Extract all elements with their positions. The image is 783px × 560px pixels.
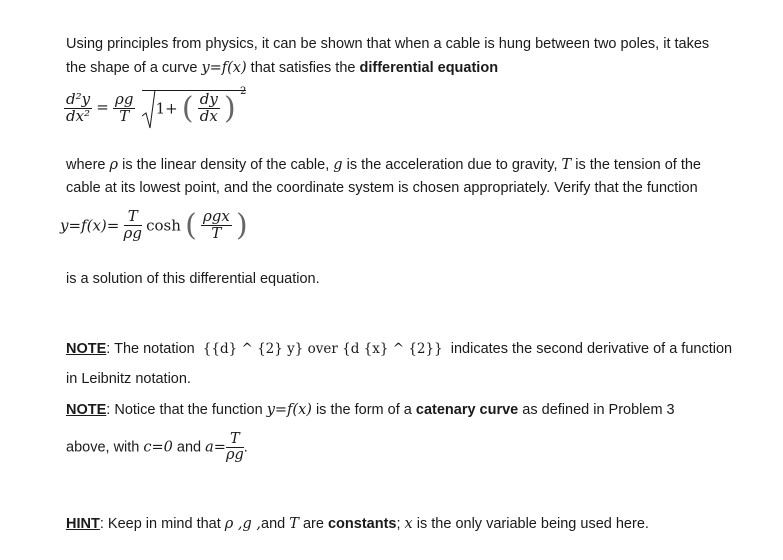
c-equals-zero: c=0 — [143, 439, 173, 456]
intro-line-2-prefix: the shape of a curve — [66, 60, 198, 76]
one-plus: 1+ — [155, 99, 178, 118]
hint-x-symbol: x — [404, 516, 413, 532]
note-2-function: y=f(x) — [266, 402, 312, 418]
note-2-line-2-text: above, with — [66, 439, 140, 456]
rhs-denominator: T — [119, 106, 130, 125]
derivative-denominator: dx — [199, 107, 218, 125]
note-2-period: . — [243, 439, 248, 456]
coefficient-denominator: ρg — [123, 224, 142, 242]
cosh-right-paren: ) — [236, 208, 248, 243]
intro-line-1: Using principles from physics, it can be shown that when a cable is hung between two poles, it takes — [66, 36, 710, 52]
hint-keyword: constants — [327, 516, 397, 532]
note-1-line-2: in Leibnitz notation. — [66, 371, 191, 387]
hint-text-a: Keep in mind that — [107, 516, 221, 532]
coefficient-numerator: T — [124, 209, 142, 226]
note-2-line-2 — [66, 432, 248, 463]
cosh-argument-fraction — [201, 209, 232, 242]
argument-numerator: ρgx — [202, 207, 230, 226]
right-paren: ) — [224, 91, 236, 126]
note-2-label: NOTE — [66, 402, 107, 418]
hint-and: and — [261, 516, 286, 532]
note-1-colon: : — [106, 341, 111, 357]
where-line-2: cable at its lowest point, and the coordinate system is chosen appropriately. Verify that the function — [66, 180, 698, 196]
note-1-text-a: The notation — [114, 341, 195, 357]
note-1-latex: {{d} ^ {2} y} over {d {x} ^ {2}} — [202, 341, 443, 357]
cosh-left-paren: ( — [185, 208, 197, 243]
function-lhs: y=f(x)= — [60, 216, 120, 235]
where-line-1 — [66, 157, 701, 173]
hint-are: are — [302, 516, 324, 532]
hint-text-b: is the only variable being used here. — [416, 516, 649, 532]
g-symbol: g — [333, 157, 343, 173]
a-equals: a= — [205, 439, 226, 456]
hint-label: HINT — [66, 516, 100, 532]
catenary-function — [60, 208, 248, 243]
note-2-text-c: as defined in Problem 3 — [522, 402, 675, 418]
note-2-keyword: catenary curve — [415, 402, 519, 418]
t-symbol: T — [561, 157, 572, 173]
hint-line — [66, 516, 649, 532]
sqrt-sign-icon — [142, 90, 156, 130]
hint-semicolon: ; — [396, 516, 401, 532]
left-paren: ( — [181, 91, 194, 126]
differential-equation — [64, 86, 247, 126]
intro-line-2-mid: that satisfies the — [250, 60, 356, 76]
argument-denominator: T — [211, 224, 222, 242]
where-text-c: is the acceleration due to gravity, — [346, 157, 558, 173]
derivative-fraction — [198, 92, 220, 125]
note-2-and: and — [176, 439, 202, 456]
note-2-text-a: Notice that the function — [114, 402, 263, 418]
where-text-b: is the linear density of the cable, — [122, 157, 330, 173]
cosh-label: cosh — [146, 216, 181, 235]
note-1-line-1 — [66, 341, 732, 357]
note-2-colon: : — [106, 402, 111, 418]
where-text-d: is the tension of the — [575, 157, 701, 173]
squared-exponent: 2 — [239, 86, 247, 98]
lhs-fraction — [64, 89, 92, 125]
lhs-denominator: dx² — [66, 106, 91, 125]
note-1-text-b: indicates the second derivative of a function — [450, 341, 733, 357]
where-text-a: where — [66, 157, 106, 173]
lhs-numerator: d²y — [66, 89, 91, 108]
solution-line: is a solution of this differential equation. — [66, 271, 320, 287]
equals-sign: = — [96, 97, 109, 116]
a-fraction — [226, 432, 244, 463]
rhs-numerator: ρg — [115, 89, 134, 108]
coefficient-fraction — [124, 209, 142, 242]
intro-keyword: differential equation — [359, 60, 499, 76]
rho-symbol: ρ — [109, 157, 119, 173]
note-1-label: NOTE — [66, 341, 107, 357]
intro-line-2 — [66, 60, 498, 76]
hint-colon: : — [99, 516, 104, 532]
a-denominator: ρg — [225, 447, 244, 464]
a-numerator: T — [226, 432, 244, 448]
note-2-text-b: is the form of a — [315, 402, 412, 418]
intro-function: y=f(x) — [201, 60, 247, 76]
sqrt-radical — [142, 86, 247, 126]
hint-variables: ρ ,g , — [224, 516, 262, 532]
rhs-fraction — [113, 89, 135, 125]
derivative-numerator: dy — [199, 90, 218, 109]
note-2-line-1 — [66, 402, 675, 418]
hint-t-symbol: T — [289, 516, 299, 532]
